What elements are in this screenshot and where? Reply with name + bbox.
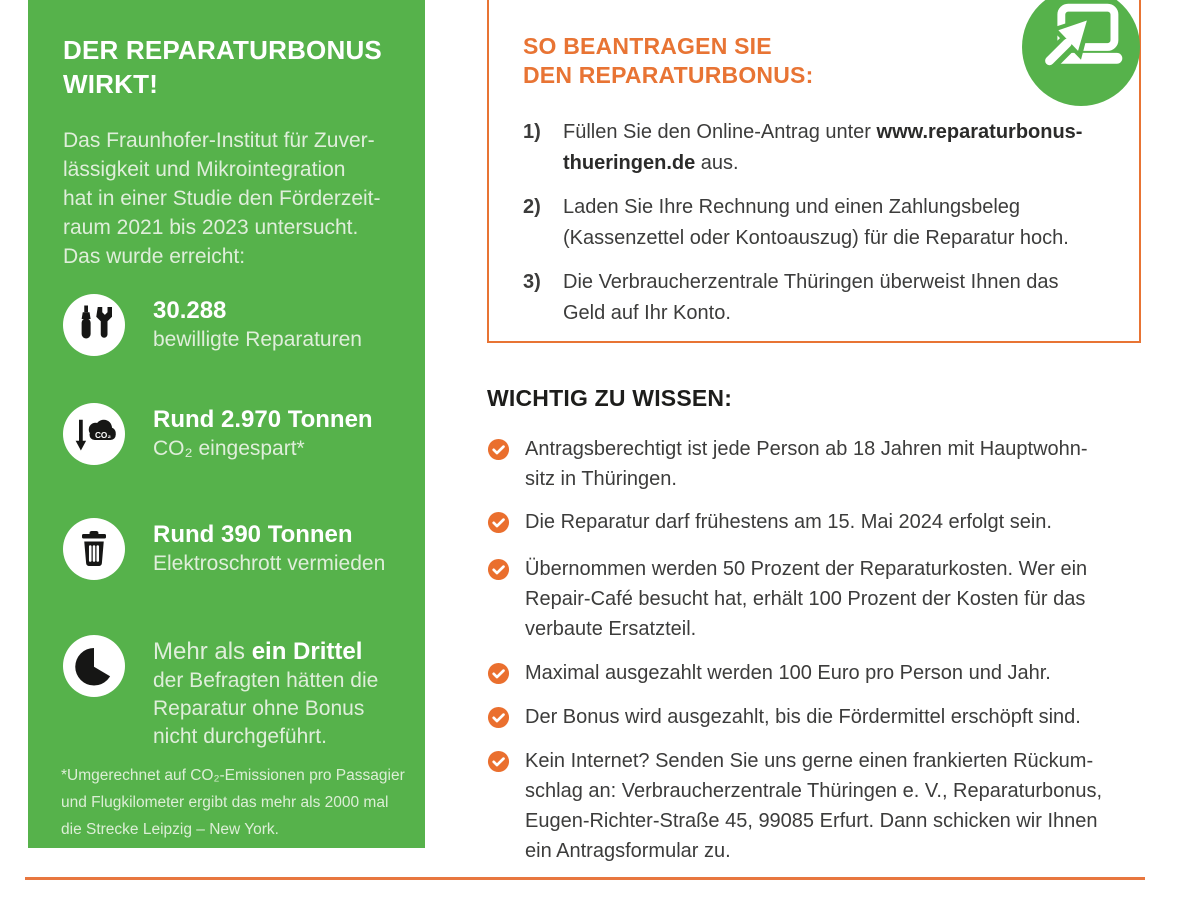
check-circle-icon <box>487 511 510 534</box>
stat-ewaste <box>63 518 399 580</box>
check-item: Antragsberechtigt ist jede Person ab 18 Jahren mit Hauptwohn- sitz in Thüringen. <box>487 434 1157 494</box>
stat-value: Rund 2.970 Tonnen <box>153 406 373 433</box>
step-2: 2) Laden Sie Ihre Rechnung und einen Zahlungsbeleg (Kassenzettel oder Kontoauszug) für die Reparatur hoch. <box>523 192 1123 254</box>
panel-title-line: WIRKT! <box>63 69 159 99</box>
stat-repairs <box>63 294 399 356</box>
info-section-title: WICHTIG ZU WISSEN: <box>487 385 733 411</box>
stat-label: der Befragten hätten die Reparatur ohne Bonus nicht durchgeführt. <box>153 669 379 748</box>
reparaturbonus-url[interactable]: thueringen.de <box>563 152 696 174</box>
check-item: Die Reparatur darf frühestens am 15. Mai 2024 erfolgt sein. <box>487 507 1157 537</box>
reparaturbonus-url[interactable]: www.reparaturbonus- <box>876 121 1083 143</box>
stat-co2 <box>63 403 399 465</box>
apply-steps <box>523 117 1123 329</box>
check-circle-icon <box>487 706 510 729</box>
step-number: 2) <box>523 196 541 218</box>
stat-value: 30.288 <box>153 297 227 324</box>
stat-third <box>63 635 399 751</box>
trash-icon <box>63 518 125 580</box>
apply-box-title: SO BEANTRAGEN SIE DEN REPARATURBONUS: <box>523 33 814 88</box>
check-circle-icon <box>487 438 510 461</box>
check-circle-icon <box>487 750 510 773</box>
pie-chart-icon <box>63 635 125 697</box>
svg-text:CO₂: CO₂ <box>94 430 112 440</box>
step-number: 3) <box>523 271 541 293</box>
step-1: 1) Füllen Sie den Online-Antrag unter www.reparaturbonus- thueringen.de aus. <box>523 117 1123 179</box>
panel-title-line: DER REPARATURBONUS <box>63 35 382 65</box>
stats-list <box>63 294 399 751</box>
check-item: Kein Internet? Senden Sie uns gerne einen frankierten Rückum- schlag an: Verbraucherzentrale Thüringen e. V., Reparaturbonus, Eugen-Richter-Straße 45, 99085 Erfurt. Dann schicken wir Ihnen ein Antragsformular zu. <box>487 746 1157 866</box>
co2-cloud-down-arrow-icon <box>63 403 125 465</box>
info-checklist <box>487 434 1157 866</box>
stat-label: bewilligte Reparaturen <box>153 328 362 351</box>
check-item: Der Bonus wird ausgezahlt, bis die Fördermittel erschöpft sind. <box>487 702 1157 732</box>
co2-footnote: *Umgerechnet auf CO₂-Emissionen pro Passagier und Flugkilometer ergibt das mehr als 2000 mal die Strecke Leipzig – New York. <box>61 767 405 838</box>
check-circle-icon <box>487 558 510 581</box>
tools-icon <box>63 294 125 356</box>
impact-panel <box>28 0 425 848</box>
stat-value: Rund 390 Tonnen <box>153 521 353 548</box>
panel-intro: Das Fraunhofer-Institut für Zuver- lässigkeit und Mikrointegration hat in einer Studie den Förderzeit- raum 2021 bis 2023 untersucht. Das wurde erreicht: <box>63 129 381 268</box>
step-number: 1) <box>523 121 541 143</box>
step-3: 3) Die Verbraucherzentrale Thüringen überweist Ihnen das Geld auf Ihr Konto. <box>523 267 1123 329</box>
stat-label: CO₂ eingespart* <box>153 437 305 460</box>
check-item: Maximal ausgezahlt werden 100 Euro pro Person und Jahr. <box>487 658 1157 688</box>
bottom-divider <box>25 877 1145 880</box>
panel-title <box>63 33 399 101</box>
laptop-cursor-icon <box>1022 0 1140 106</box>
check-item: Übernommen werden 50 Prozent der Reparaturkosten. Wer ein Repair-Café besucht hat, erhält 100 Prozent der Kosten für das verbaute Ersatzteil. <box>487 554 1157 644</box>
stat-label: Elektroschrott vermieden <box>153 552 386 575</box>
check-circle-icon <box>487 662 510 685</box>
stat-value: Mehr als ein Drittel <box>153 638 363 665</box>
